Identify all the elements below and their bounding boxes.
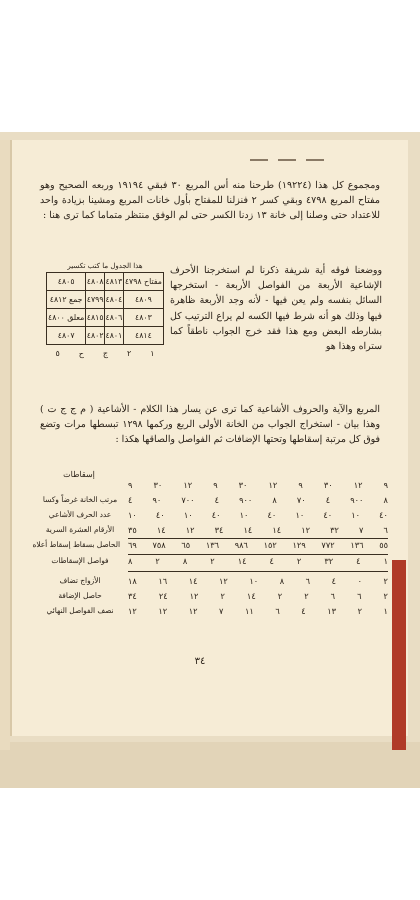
grid-cell: ٩٨٦ (234, 540, 248, 550)
grid-cell: ١٢٩ (292, 540, 306, 550)
grid-cell: ٤٠ (211, 510, 221, 520)
grid-cell: ٣٤ (214, 525, 224, 535)
grid-row-label: الأزواج تضاف (59, 576, 101, 585)
grid-cell: ٩ (128, 480, 133, 490)
grid-row-values (128, 510, 388, 520)
grid-cell: ١٢ (158, 606, 168, 616)
grid-cell: ١٣٦ (350, 540, 364, 550)
grid-cell: ٣٢ (324, 556, 334, 566)
grid-row-values (128, 540, 388, 550)
paragraph-3: المربع والآية والحروف الأشاعية كما ترى عن يسار هذا الكلام - الأشاعية ( م ج ج ت ) وهذا بيان - استخراج الجواب من الخانة الأولى الربع وركمها ١٢٩٨ تبسطها مرات وتضع فوق كل مرتبة إسقاطها وتحتها الإضافات ثم الفواصل والصاقها هكذا : (40, 404, 380, 445)
grid-cell: ٧ (219, 606, 224, 616)
grid-rule-line (128, 538, 388, 539)
grid-cell: ١٣٦ (205, 540, 220, 550)
grid-cell: ٩ (298, 480, 303, 490)
grid-cell: ٣٠ (323, 480, 333, 490)
grid-row-values (128, 576, 388, 586)
footer-letter: ج (102, 349, 109, 358)
grid-cell: ١٠ (351, 510, 361, 520)
table-cell: ٤٨٠٧ (47, 327, 86, 345)
grid-cell: ٦ (305, 576, 311, 586)
table-cell: ٤٨٠٣ (123, 309, 163, 327)
grid-cell: ١٠ (295, 510, 305, 520)
grid-cell: ٢ (210, 556, 215, 566)
grid-row-values (128, 606, 388, 616)
table-row (47, 309, 164, 327)
grid-row (40, 480, 388, 496)
footer-letter: ح (78, 349, 84, 358)
table-row (47, 327, 164, 345)
grid-cell: ٨ (272, 495, 277, 505)
grid-cell: ١٦ (158, 576, 168, 586)
footer-letter: ١ (150, 349, 155, 358)
grid-cell: ٤٠ (267, 510, 277, 520)
grid-cell: ١ (383, 556, 388, 566)
grid-cell: ٤ (331, 576, 337, 586)
grid-cell: ٣٢ (330, 525, 339, 535)
grid-cell: ٢ (383, 591, 388, 601)
grid-cell: ٣٥ (128, 525, 137, 535)
grid-cell: ١٤ (246, 591, 256, 601)
grid-row-values (128, 556, 388, 566)
grid-cell: ٤٠ (379, 510, 388, 520)
grid-cell: ٤٠ (155, 510, 165, 520)
book-gutter (0, 140, 10, 750)
grid-header: إسقاطات (63, 470, 95, 479)
grid-cell: ١ (383, 606, 388, 616)
grid-cell: ٩٠٠ (350, 495, 364, 505)
grid-cell: ٤ (269, 556, 274, 566)
table-cell: ٤٨٠٤ (105, 291, 124, 309)
grid-cell: ١٤ (243, 525, 253, 535)
grid-cell: ١٤ (237, 556, 247, 566)
footer-letter: ٥ (55, 349, 60, 358)
grid-cell: ١٢ (188, 606, 198, 616)
grid-cell: ١٢ (353, 480, 363, 490)
table-cell: ٤٨٠٥ (47, 273, 86, 291)
grid-cell: ٨ (383, 495, 388, 505)
grid-row (40, 591, 388, 607)
grid-cell: ٢ (304, 591, 309, 601)
grid-row-values (128, 525, 388, 535)
grid-cell: ١٤ (188, 576, 198, 586)
table-cell: ٤٨١٣ (105, 273, 124, 291)
grid-cell: ١٠ (239, 510, 249, 520)
grid-cell: ٤٠ (323, 510, 333, 520)
grid-cell: ٨ (182, 556, 188, 566)
grid-row-label: مرتب الخانة غرضاً وكسا (42, 495, 118, 504)
grid-row-label: نصف الفواصل النهائي (46, 606, 114, 615)
scan-bottom-band (0, 742, 420, 788)
grid-cell: ١٢ (183, 480, 193, 490)
grid-cell: ١٤ (272, 525, 282, 535)
table-cell: معلق ٤٨٠٠ (47, 309, 86, 327)
grid-cell: ٤ (356, 556, 361, 566)
grid-row-label: فواصل الإسقاطات (51, 556, 109, 565)
table-cell: ٤٧٩٩ (86, 291, 105, 309)
grid-row (40, 495, 388, 511)
grid-row (40, 576, 388, 592)
table-cell: ٤٨٠٢ (86, 327, 105, 345)
grid-cell: ١٤ (156, 525, 166, 535)
grid-cell: ١٢ (128, 606, 137, 616)
grid-rule-line (128, 571, 388, 572)
grid-cell: ٤ (128, 495, 133, 505)
table-cell: ٤٨٠١ (105, 327, 124, 345)
table-cell: ٤٨٠٨ (86, 273, 105, 291)
grid-cell: ٢ (220, 591, 225, 601)
grid-cell: ٨ (128, 556, 133, 566)
grid-cell: ٧٠ (296, 495, 306, 505)
grid-cell: ٦٥ (181, 540, 191, 550)
grid-cell: ٩ (383, 480, 388, 490)
grid-cell: ٢ (277, 591, 283, 601)
grid-cell: ٢ (383, 576, 388, 586)
grid-cell: ١٢ (301, 525, 311, 535)
grid-cell: ٥٥ (379, 540, 388, 550)
table-cell: ٤٨١٤ (123, 327, 163, 345)
header-marks (240, 146, 350, 150)
grid-cell: ٦٩ (128, 540, 137, 550)
grid-cell: ٤ (325, 495, 331, 505)
book-edge-red (392, 560, 406, 750)
grid-cell: ٧٠٠ (181, 495, 195, 505)
grid-cell: ٦ (357, 591, 362, 601)
table-cell: جمع ٤٨١٢ (47, 291, 86, 309)
grid-rule-line (128, 554, 388, 555)
grid-row-values (128, 591, 388, 601)
grid-row-values (128, 480, 388, 490)
table-row (47, 273, 164, 291)
grid-cell: ١٠ (183, 510, 193, 520)
paragraph-2: ووضعنا فوقه أية شريفة ذكرنا لم استخرجنا الأحرف الإشاعية الأربعة من الفواصل الأربعة - استخرجها السائل بنفسه ولم يعن فيها - لأنه وجد الأربعة ظاهرة فيها وذلك هو أنه شرط فيها الكسه لم يراع الترتيب كل بشارطه البعض ومع هذا فقد خرج الجواب ناطقاً كما ستراه وهذا هو (170, 265, 382, 353)
grid-cell: ٢ (155, 556, 160, 566)
paragraph-1: ومجموع كل هذا (١٩٢٢٤) طرحنا منه أس المربع ٣٠ فبقي ١٩١٩٤ وربعه الصحيح وهو مفتاح المربع ٤٧٩٨ وبقي كسر ٢ فنزلنا للمفتاح بأول خانات المربع ومشينا بزيادة واحد للاعتداد حتى وصلنا إلى خانة ١٣ زدنا الكسر حتى لم الوفق منتظر متماما كما ترى هنا : (40, 180, 380, 221)
grid-cell: ١٥٢ (263, 540, 277, 550)
table-caption: هذا الجدول ما كتب تكسير (67, 262, 143, 270)
grid-cell: ١١ (244, 606, 254, 616)
grid-row-label: عدد الحرف الأشاعي (48, 510, 112, 519)
grid-cell: ٣٠ (238, 480, 248, 490)
table-cell: ٤٨١٥ (86, 309, 105, 327)
grid-cell: ٦ (383, 525, 388, 535)
grid-cell: ١٨ (128, 576, 137, 586)
table-cell: ٤٨٠٦ (105, 309, 124, 327)
grid-cell: ٢٤ (158, 591, 168, 601)
grid-cell: ٩٠ (152, 495, 162, 505)
grid-cell: ١٠ (128, 510, 137, 520)
grid-cell: ٣٤ (128, 591, 137, 601)
grid-cell: ٣٠ (153, 480, 163, 490)
grid-row (40, 510, 388, 526)
grid-row-label: حاصل الإضافة (58, 591, 102, 600)
grid-cell: ٧٥٨ (152, 540, 166, 550)
grid-row-label: الحاصل بسقاط إسقاط أعلاه (32, 540, 120, 549)
grid-row (40, 606, 388, 622)
magic-square-table (46, 262, 164, 358)
grid-cell: ٤ (214, 495, 220, 505)
grid-cell: ٦ (330, 591, 336, 601)
grid-row (40, 556, 388, 572)
page-number: ٣٤ (194, 656, 206, 667)
grid-cell: ٧ (359, 525, 364, 535)
grid-cell: ٢ (296, 556, 302, 566)
grid-cell: ٧٧٢ (321, 540, 335, 550)
table-cell: ٤٨٠٩ (123, 291, 163, 309)
table-row (47, 291, 164, 309)
footer-letter: ٢ (126, 349, 132, 358)
grid-cell: ٦ (275, 606, 280, 616)
grid-cell: ١٣ (327, 606, 337, 616)
grid-cell: ٨ (279, 576, 285, 586)
grid-cell: ٠ (357, 576, 362, 586)
grid-cell: ١٢ (189, 591, 199, 601)
grid-cell: ٩٠٠ (239, 495, 253, 505)
grid-cell: ١٢ (219, 576, 228, 586)
grid-row-values (128, 495, 388, 505)
table-cell: مفتاح ٤٧٩٨ (123, 273, 163, 291)
table-footer (46, 349, 164, 358)
grid-cell: ٢ (357, 606, 362, 616)
grid-cell: ١٢ (185, 525, 195, 535)
grid-cell: ٤ (301, 606, 306, 616)
grid-row-label: الأرقام العشرة السرية (45, 525, 115, 534)
grid-cell: ١٢ (268, 480, 278, 490)
grid-cell: ٩ (213, 480, 218, 490)
grid-cell: ١٠ (249, 576, 259, 586)
